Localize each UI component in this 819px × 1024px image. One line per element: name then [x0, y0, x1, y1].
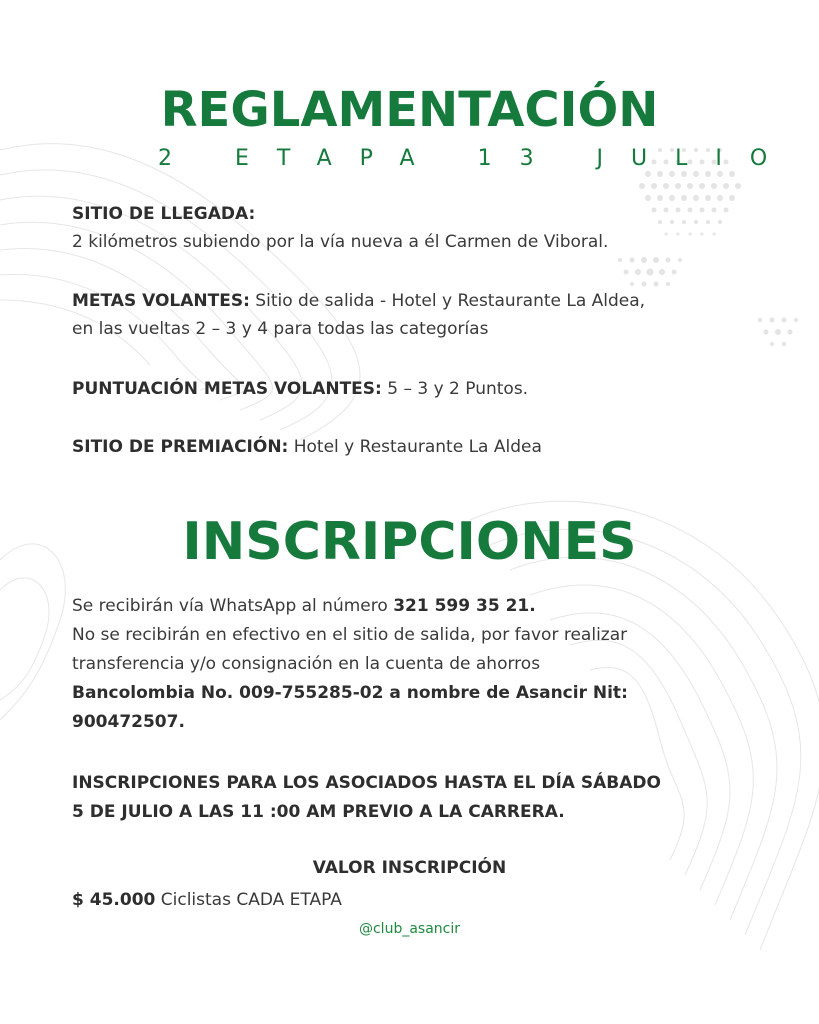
asociados-line-1: INSCRIPCIONES PARA LOS ASOCIADOS HASTA EL DÍA SÁBADO [72, 773, 661, 793]
llegada-text: 2 kilómetros subiendo por la vía nueva a él Carmen de Viboral. [72, 232, 609, 252]
inscripciones-title: INSCRIPCIONES [182, 512, 637, 572]
price-line [72, 886, 762, 914]
metas-text: Sitio de salida - Hotel y Restaurante La Aldea, [249, 291, 646, 311]
metas-section [72, 287, 762, 343]
social-handle[interactable]: @club_asancir [358, 921, 460, 937]
llegada-section [72, 200, 762, 256]
bank-account: Bancolombia No. 009-755285-02 a nombre de Asancir Nit: [72, 683, 628, 703]
asociados-deadline [72, 769, 762, 827]
transfer-notice: transferencia y/o consignación en la cuenta de ahorros [72, 654, 541, 674]
puntuacion-text: 5 – 3 y 2 Puntos. [381, 379, 529, 399]
metas-text-2: en las vueltas 2 – 3 y 4 para todas las categorías [72, 319, 489, 339]
puntuacion-section [72, 375, 762, 403]
page-title: REGLAMENTACIÓN [160, 82, 659, 138]
premiacion-text: Hotel y Restaurante La Aldea [288, 437, 542, 457]
premiacion-section [72, 433, 762, 461]
price-amount: $ 45.000 [72, 890, 156, 910]
puntuacion-label: PUNTUACIÓN METAS VOLANTES: [72, 379, 382, 399]
page-subtitle: 2 ETAPA 13 JULIO [158, 146, 796, 171]
cash-notice: No se recibirán en efectivo en el sitio de salida, por favor realizar [72, 625, 628, 645]
whatsapp-number: 321 599 35 21. [393, 596, 536, 616]
llegada-label: SITIO DE LLEGADA: [72, 204, 256, 224]
bank-nit: 900472507. [72, 712, 185, 732]
whatsapp-text: Se recibirán vía WhatsApp al número [72, 596, 394, 616]
price-text: Ciclistas CADA ETAPA [155, 890, 342, 910]
asociados-line-2: 5 DE JULIO A LAS 11 :00 AM PREVIO A LA CARRERA. [72, 802, 565, 822]
metas-label: METAS VOLANTES: [72, 291, 250, 311]
inscripciones-info [72, 592, 762, 737]
premiacion-label: SITIO DE PREMIACIÓN: [72, 437, 289, 457]
valor-title: VALOR INSCRIPCIÓN [312, 858, 507, 878]
